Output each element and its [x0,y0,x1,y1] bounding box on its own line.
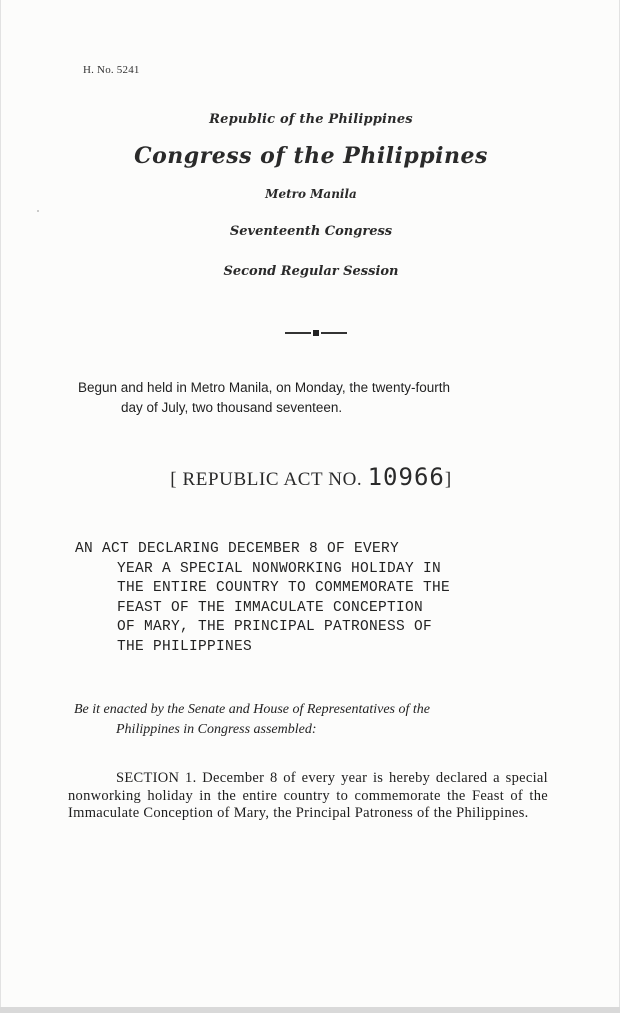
enacting-clause-line-2: Philippines in Congress assembled: [116,722,317,737]
letterhead-session: Second Regular Session [223,264,399,279]
act-title-line-1: AN ACT DECLARING DECEMBER 8 OF EVERY [75,541,400,557]
act-title [75,540,553,657]
scan-speck [37,210,39,212]
act-title-line-3: THE ENTIRE COUNTRY TO COMMEMORATE THE [117,580,451,596]
session-date-line-1: Begun and held in Metro Manila, on Monday, the twenty-fourth [78,380,450,395]
letterhead-congress: Congress of the Philippines [134,143,488,169]
letterhead-republic: Republic of the Philippines [209,112,413,127]
ra-open-bracket: [ [170,469,178,490]
section-1-text: December 8 of every year is hereby declared a special nonworking holiday in the entire country to commemorate the Feast of the Immaculate Conception of Mary, the Principal Patroness of the Philippines. [68,770,548,821]
ra-number: 10966 [367,463,445,491]
enacting-clause-line-1: Be it enacted by the Senate and House of Representatives of the [74,702,430,717]
letterhead-congress-number: Seventeenth Congress [229,224,393,239]
act-title-line-5: OF MARY, THE PRINCIPAL PATRONESS OF [117,619,433,635]
republic-act-heading [1,463,620,491]
act-title-line-2: YEAR A SPECIAL NONWORKING HOLIDAY IN [117,560,442,577]
bill-number: H. No. 5241 [83,64,140,76]
section-1-heading: SECTION 1. [116,770,197,786]
letterhead-location: Metro Manila [265,187,357,201]
enacting-clause [74,700,552,740]
session-date-line-2: day of July, two thousand seventeen. [121,400,343,415]
bottom-edge [0,1007,620,1013]
ra-prefix: REPUBLIC ACT NO. [182,469,363,490]
ra-close-bracket: ] [444,469,452,490]
act-title-line-4: FEAST OF THE IMMACULATE CONCEPTION [117,599,424,616]
section-1 [68,770,548,823]
session-date-paragraph [78,378,558,418]
ornament-divider [285,330,347,336]
act-title-line-6: THE PHILIPPINES [117,638,253,655]
